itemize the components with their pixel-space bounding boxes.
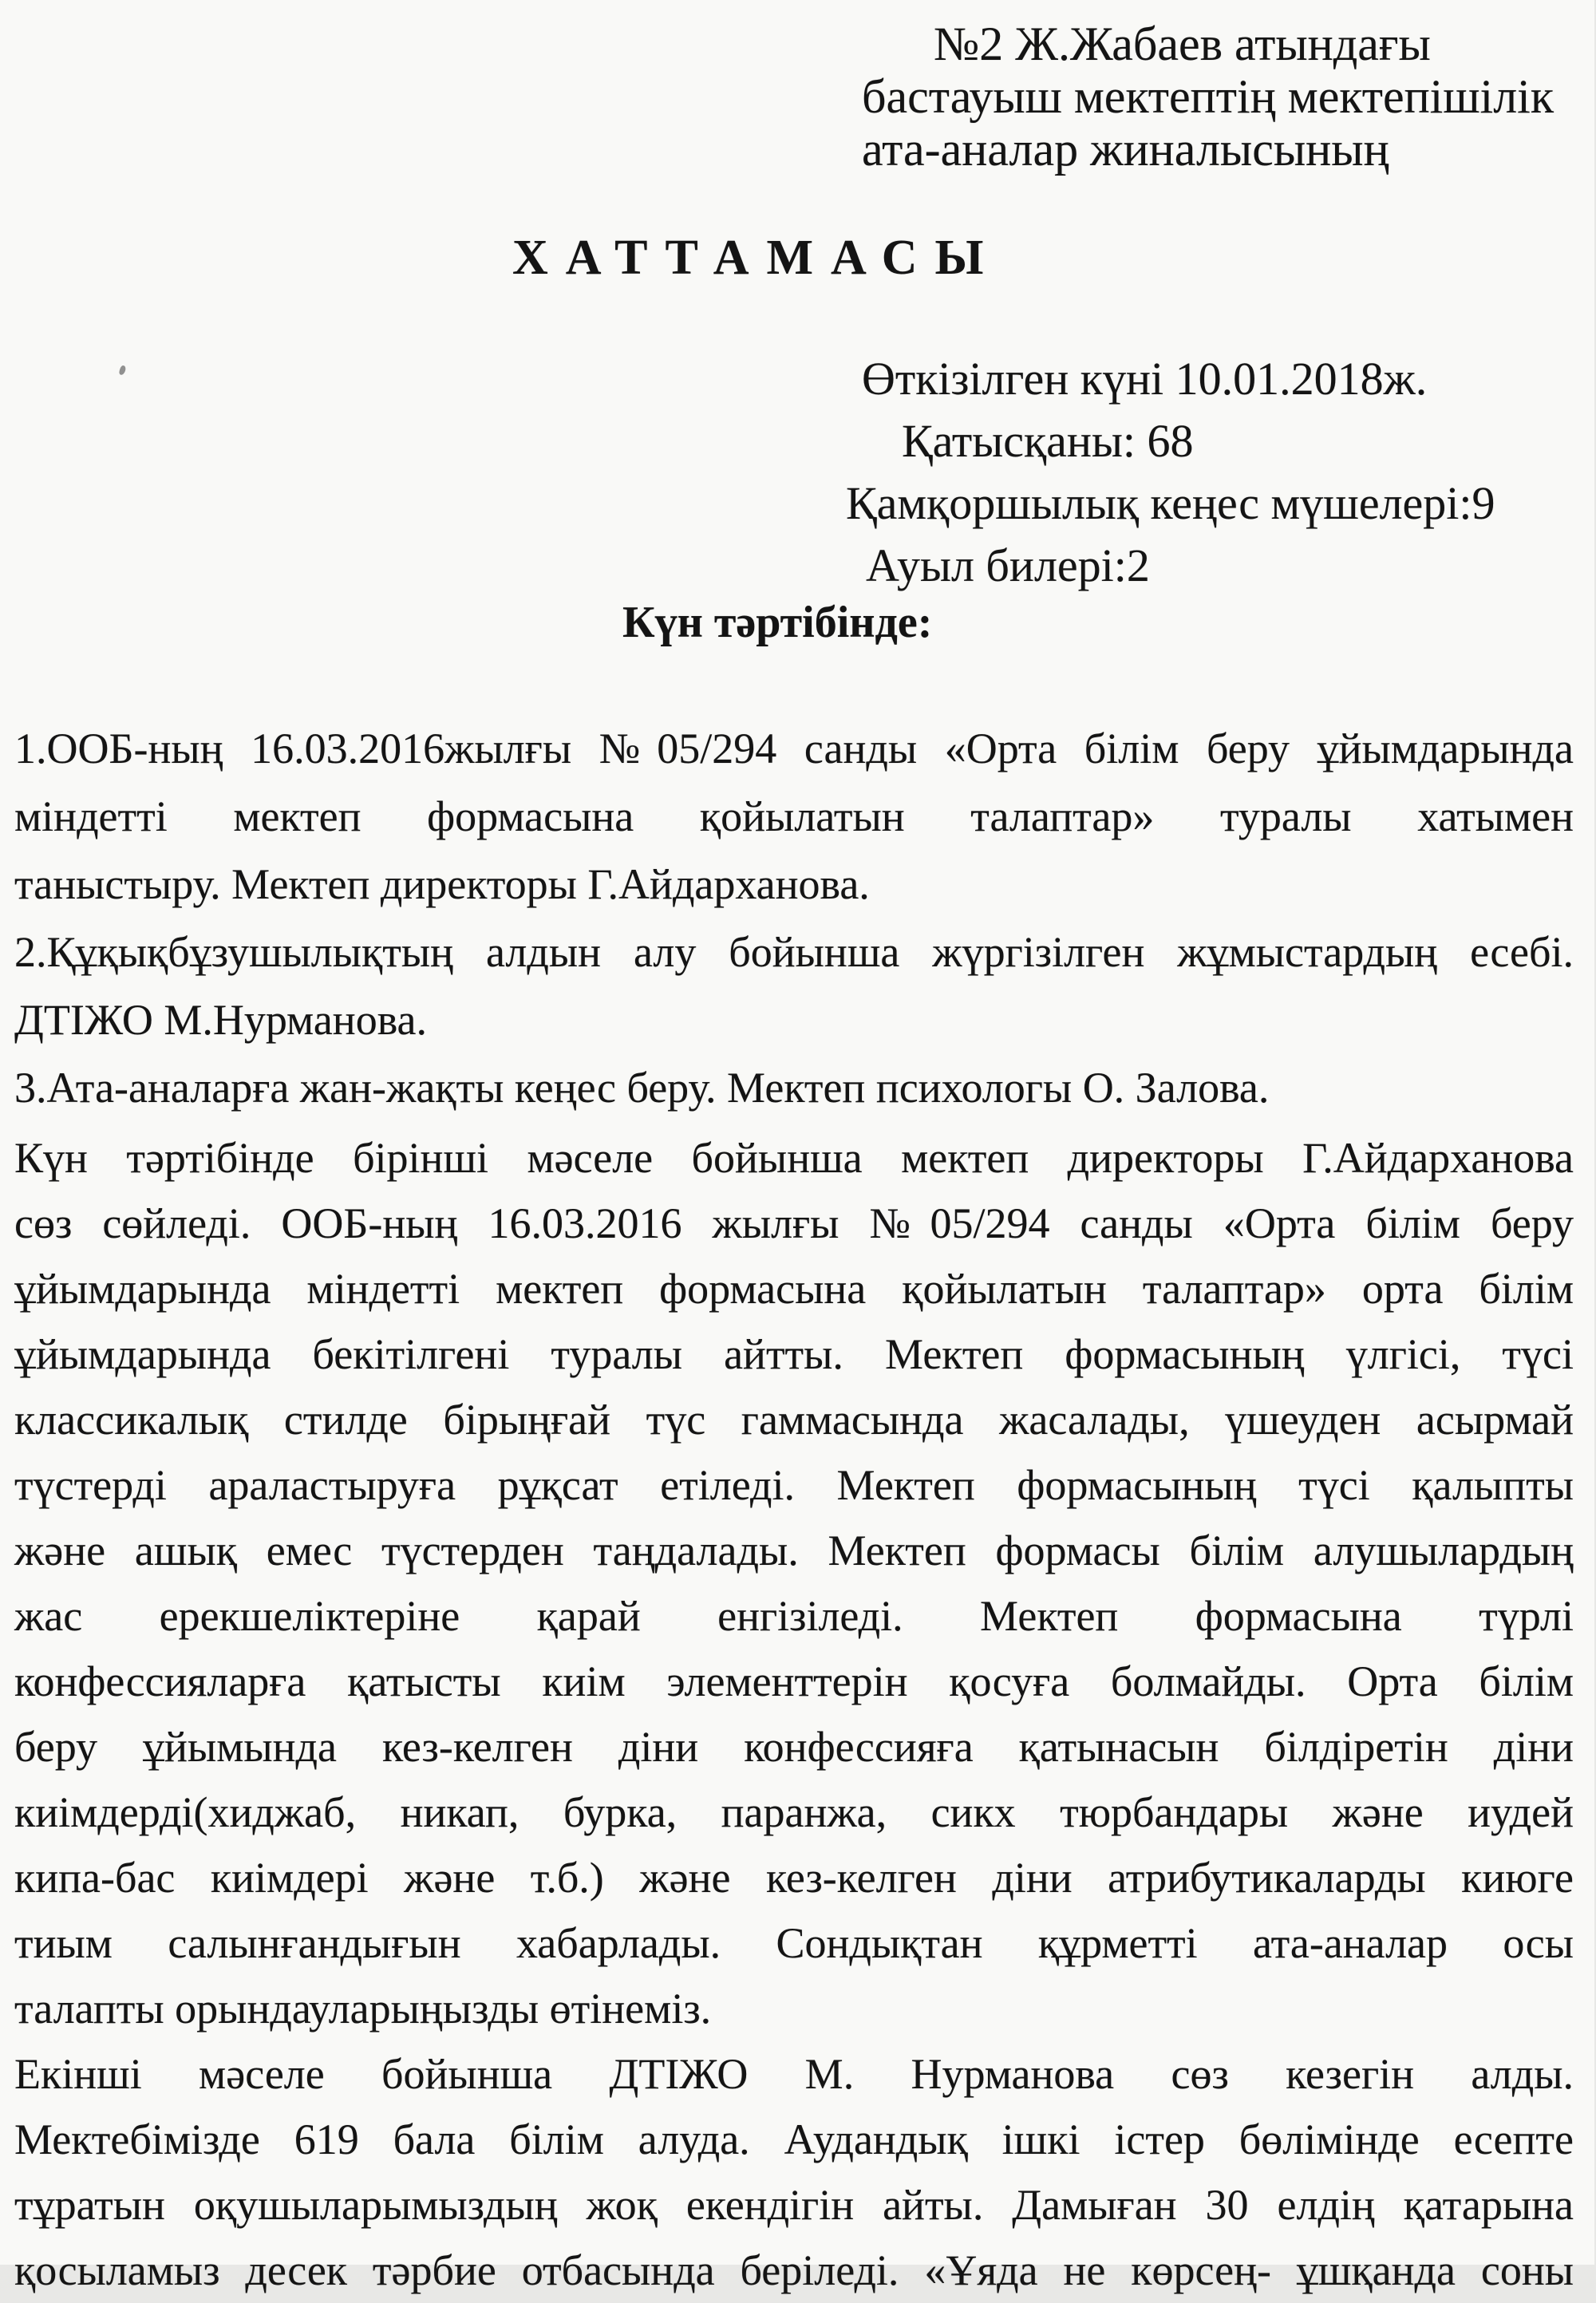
detail-line-village-judges: Ауыл билері:2 <box>866 539 1150 591</box>
agenda-line: міндетті мектеп формасына қойылатын талаптар» туралы хатымен <box>14 792 1574 840</box>
document-title: ХАТТАМАСЫ <box>512 231 1001 285</box>
agenda-line: 3.Ата-аналарға жан-жақты кеңес беру. Мектеп психологы О. Залова. <box>14 1064 1270 1112</box>
body-line: беру ұйымында кез-келген діни конфессияға қатынасын білдіретін діни <box>14 1723 1574 1771</box>
meeting-details <box>846 348 1588 597</box>
body-text <box>14 1125 1574 2303</box>
body-line: ұйымдарында бекітілгені туралы айтты. Мектеп формасының үлгісі, түсі <box>14 1330 1574 1378</box>
letterhead-line: ата-аналар жиналысының <box>862 123 1389 176</box>
scan-artifact <box>119 365 127 375</box>
agenda-line: 2.Құқықбұзушылықтың алдын алу бойынша жүргізілген жұмыстардың есебі. <box>14 928 1574 976</box>
body-line: қосыламыз десек тәрбие отбасында беріледі. «Ұяда не көрсең- ұшқанда соны <box>14 2246 1574 2294</box>
body-line: сөз сөйледі. ООБ-ның 16.03.2016 жылғы №05/294 санды «Орта білім беру <box>14 1199 1574 1247</box>
body-line: Күн тәртібінде бірінші мәселе бойынша мектеп директоры Г.Айдарханова <box>14 1134 1574 1182</box>
body-line: кипа-бас киімдері және т.б.) және кез-келген діни атрибутикаларды киюге <box>14 1854 1574 1902</box>
body-line: конфессияларға қатысты киім элементтерін қосуға болмайды. Орта білім <box>14 1657 1574 1705</box>
body-line: жас ерекшеліктеріне қарай енгізіледі. Мектеп формасына түрлі <box>14 1592 1574 1640</box>
agenda-line: таныстыру. Мектеп директоры Г.Айдарханова. <box>14 860 870 908</box>
detail-line-date: Өткізілген күні 10.01.2018ж. <box>862 353 1428 405</box>
body-line: тұратын оқушыларымыздың жоқ екендігін айты. Дамыған 30 елдің қатарына <box>14 2181 1574 2229</box>
body-line: Екінші мәселе бойынша ДТІЖО М. Нурманова сөз кезегін алды. <box>14 2050 1574 2098</box>
letterhead <box>862 18 1596 176</box>
agenda-line: 1.ООБ-ның 16.03.2016жылғы №05/294 санды «Орта білім беру ұйымдарында <box>14 725 1574 772</box>
detail-line-attendees: Қатысқаны: 68 <box>902 415 1194 467</box>
body-line: киімдерді(хиджаб, никап, бурка, паранжа, сикх тюрбандары және иудей <box>14 1788 1574 1836</box>
body-line: түстерді араластыруға рұқсат етіледі. Мектеп формасының түсі қалыпты <box>14 1461 1574 1509</box>
body-line: тиым салынғандығын хабарлады. Сондықтан құрметті ата-аналар осы <box>14 1919 1574 1967</box>
agenda-heading: Күн тәртібінде: <box>622 598 933 647</box>
body-line: Мектебімізде 619 бала білім алуда. Аудандық ішкі істер бөлімінде есепте <box>14 2115 1574 2163</box>
letterhead-line: бастауыш мектептің мектепішілік <box>862 70 1554 123</box>
body-line: және ашық емес түстерден таңдалады. Мектеп формасы білім алушылардың <box>14 1527 1574 1574</box>
agenda-list <box>14 715 1574 1122</box>
agenda-line: ДТІЖО М.Нурманова. <box>14 996 427 1044</box>
letterhead-line: №2 Ж.Жабаев атындағы <box>934 18 1431 70</box>
body-line: классикалық стилде бірыңғай түс гаммасында жасалады, үшеуден асырмай <box>14 1396 1574 1444</box>
detail-line-board-members: Қамқоршылық кеңес мүшелері:9 <box>846 477 1495 529</box>
body-line: ұйымдарында міндетті мектеп формасына қойылатын талаптар» орта білім <box>14 1265 1574 1313</box>
body-line: талапты орындауларыңызды өтінеміз. <box>14 1985 712 2032</box>
